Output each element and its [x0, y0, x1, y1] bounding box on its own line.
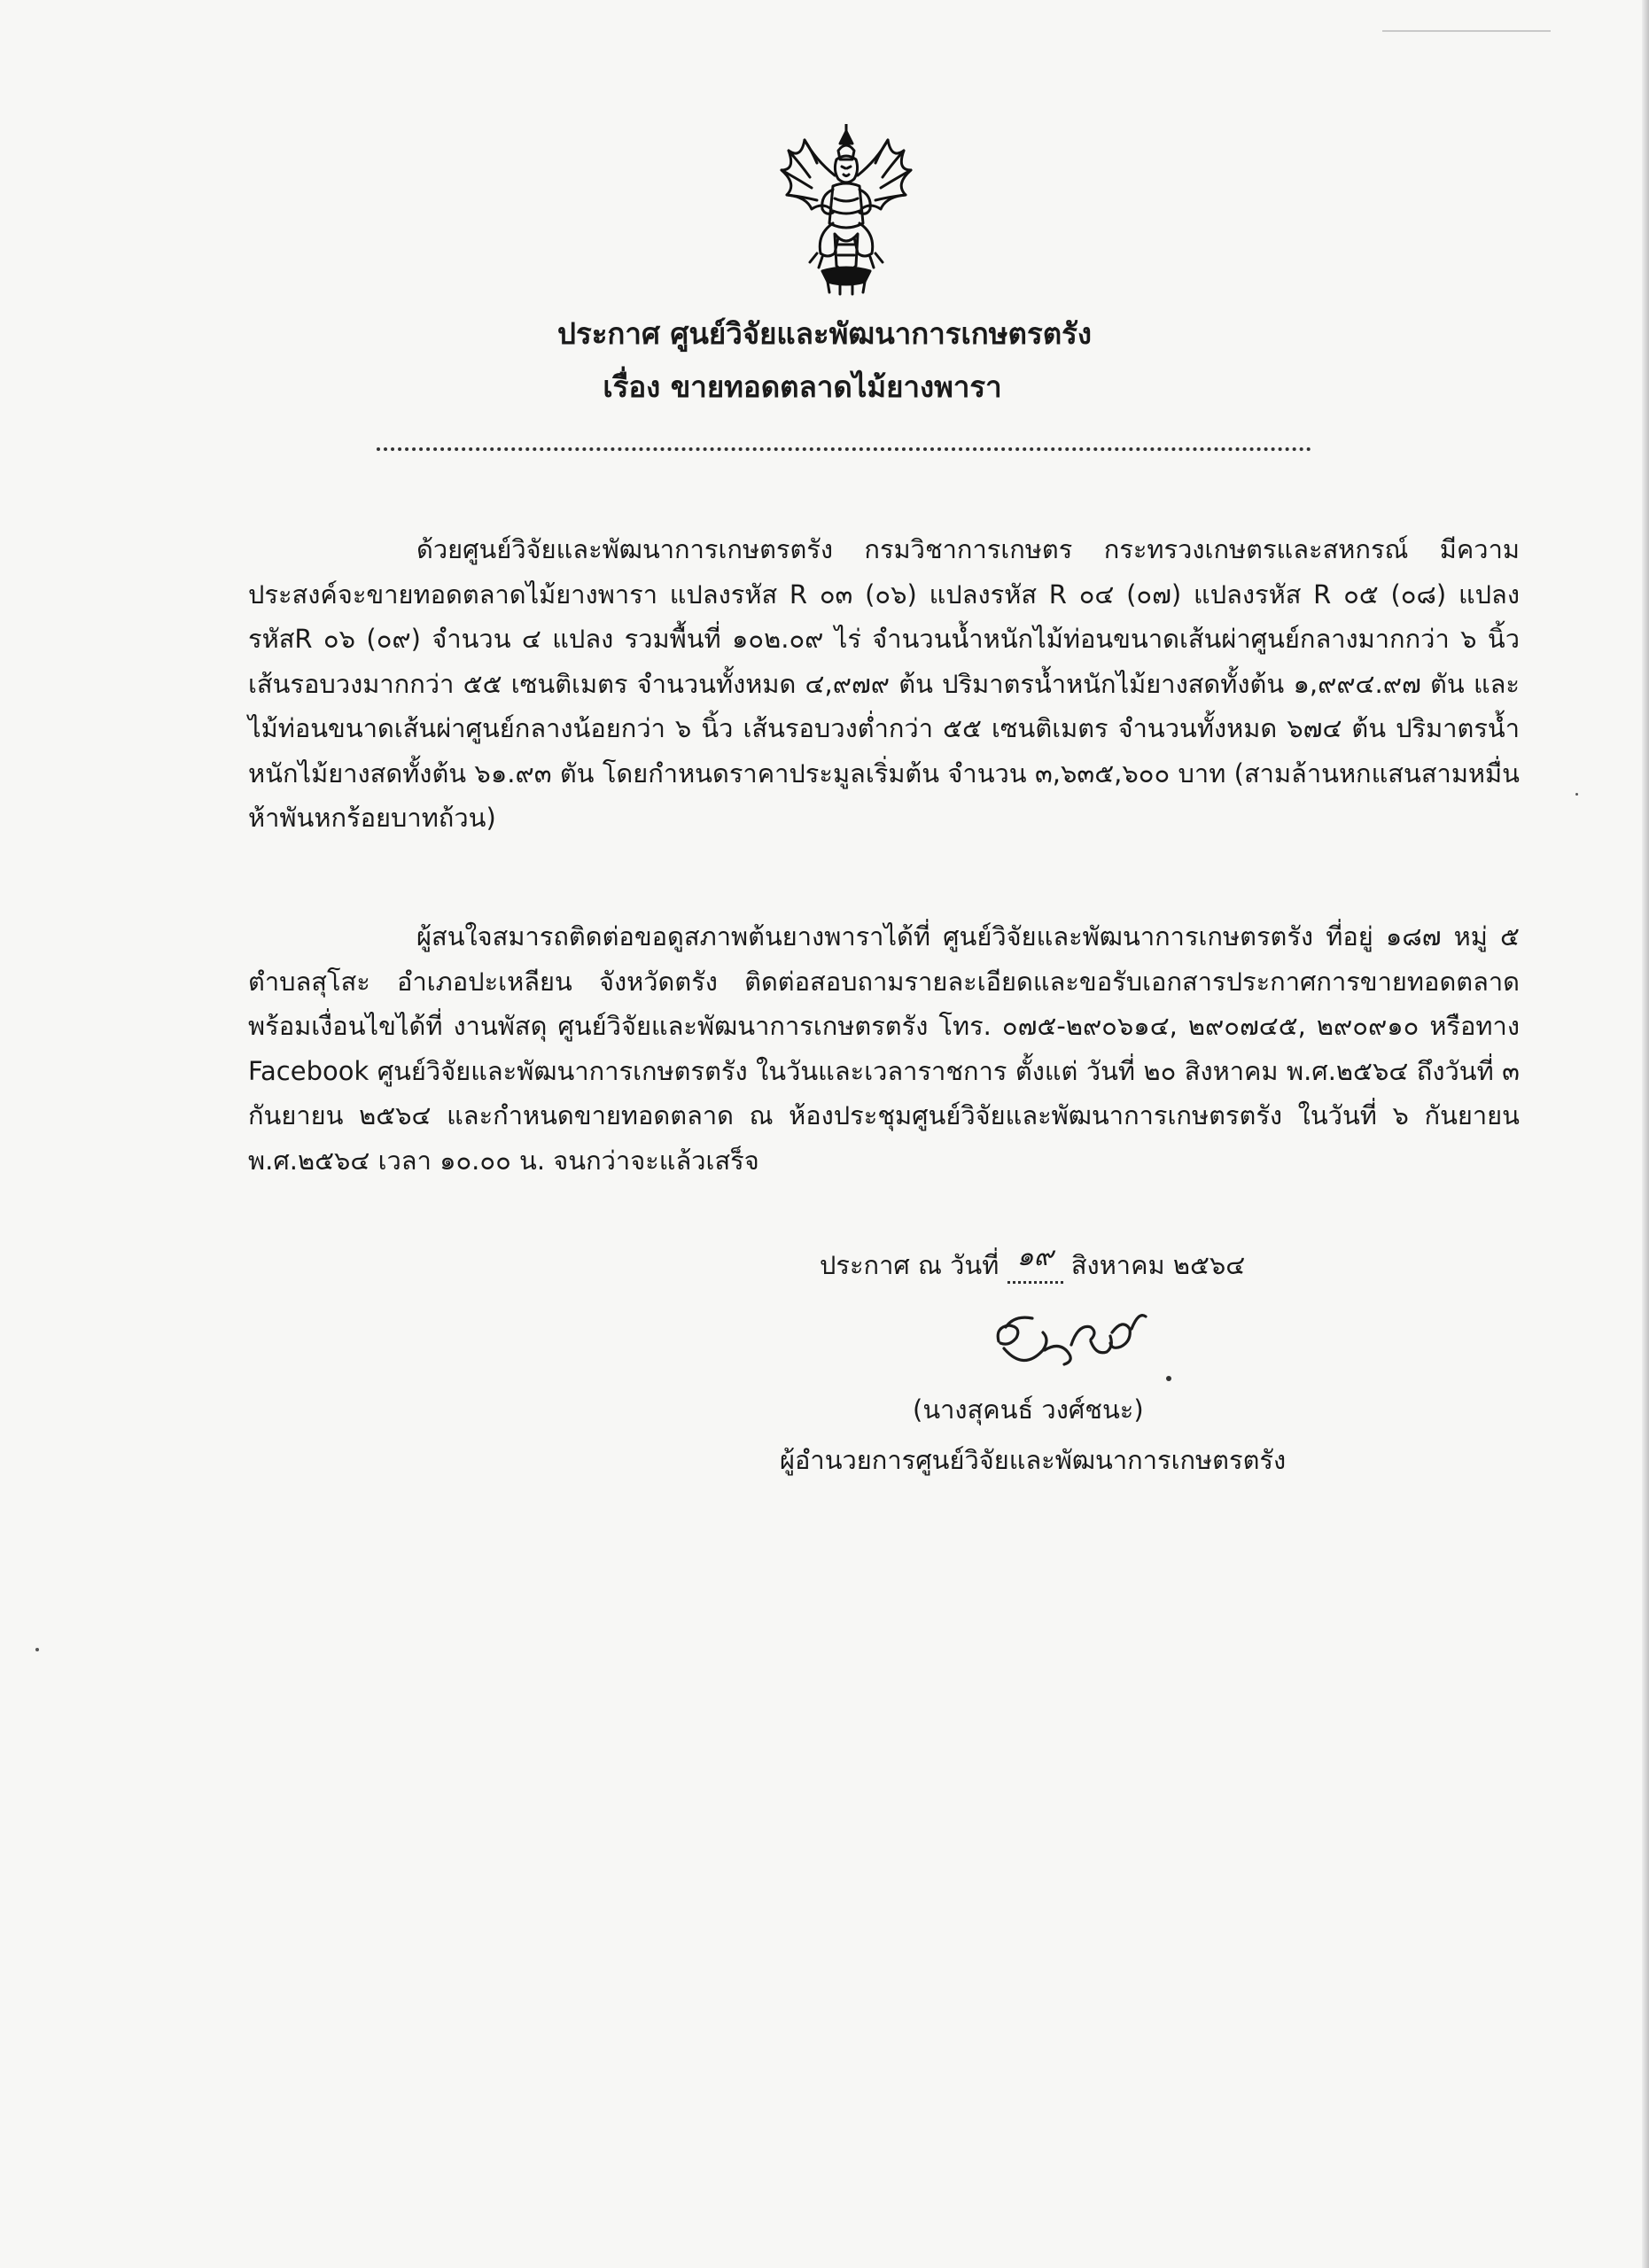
handwritten-signature-icon: [979, 1302, 1183, 1391]
announcement-date: [820, 1241, 1246, 1285]
date-day-field: [1007, 1241, 1063, 1284]
body-paragraph-2: ผู้สนใจสมารถติดต่อขอดูสภาพต้นยางพาราได้ที่ ศูนย์วิจัยและพัฒนาการเกษตรตรัง ที่อยู่ ๑๘๗ หมู่ ๕ ตำบลสุโสะ อำเภอปะเหลียน จังหวัดตรัง ติดต่อสอบถามรายละเอียดและขอรับเอกสารประกาศการขายทอดตลาดพร้อมเงื่อนไขได้ที่ งานพัสดุ ศูนย์วิจัยและพัฒนาการเกษตรตรัง โทร. ๐๗๕-๒๙๐๖๑๔, ๒๙๐๗๔๕, ๒๙๐๙๑๐ หรือทาง Facebook ศูนย์วิจัยและพัฒนาการเกษตรตรัง ในวันและเวลาราชการ ตั้งแต่ วันที่ ๒๐ สิงหาคม พ.ศ.๒๕๖๔ ถึงวันที่ ๓ กันยายน ๒๕๖๔ และกำหนดขายทอดตลาด ณ ห้องประชุมศูนย์วิจัยและพัฒนาการเกษตรตรัง ในวันที่ ๖ กันยายน พ.ศ.๒๕๖๔ เวลา ๑๐.๐๐ น. จนกว่าจะแล้วเสร็จ: [248, 921, 1520, 1176]
date-suffix: สิงหาคม ๒๕๖๔: [1070, 1250, 1246, 1280]
document-title: ประกาศ ศูนย์วิจัยและพัฒนาการเกษตรตรัง: [557, 316, 1092, 351]
date-prefix: ประกาศ ณ วันที่: [820, 1250, 1000, 1280]
document-subject: เรื่อง ขายทอดตลาดไม้ยางพารา: [603, 369, 1002, 404]
scan-speck: [1575, 793, 1578, 796]
scan-edge-line: [1382, 30, 1551, 32]
date-day-handwritten: ๑๙: [1016, 1241, 1054, 1272]
dotted-divider: [377, 447, 1311, 451]
scan-speck: [35, 1648, 39, 1651]
signer-title: ผู้อำนวยการศูนย์วิจัยและพัฒนาการเกษตรตรัง: [780, 1445, 1287, 1475]
garuda-emblem-icon: [771, 124, 922, 297]
body-paragraph-1: ด้วยศูนย์วิจัยและพัฒนาการเกษตรตรัง กรมวิชาการเกษตร กระทรวงเกษตรและสหกรณ์ มีความประสงค์จะขายทอดตลาดไม้ยางพารา แปลงรหัส R ๐๓ (๐๖) แปลงรหัส R ๐๔ (๐๗) แปลงรหัส R ๐๕ (๐๘) แปลงรหัสR ๐๖ (๐๙) จำนวน ๔ แปลง รวมพื้นที่ ๑๐๒.๐๙ ไร่ จำนวนน้ำหนักไม้ท่อนขนาดเส้นผ่าศูนย์กลางมากกว่า ๖ นิ้ว เส้นรอบวงมากกว่า ๕๕ เซนติเมตร จำนวนทั้งหมด ๔,๙๗๙ ต้น ปริมาตรน้ำหนักไม้ยางสดทั้งต้น ๑,๙๙๔.๙๗ ตัน และไม้ท่อนขนาดเส้นผ่าศูนย์กลางน้อยกว่า ๖ นิ้ว เส้นรอบวงต่ำกว่า ๕๕ เซนติเมตร จำนวนทั้งหมด ๖๗๔ ต้น ปริมาตรน้ำหนักไม้ยางสดทั้งต้น ๖๑.๙๓ ตัน โดยกำหนดราคาประมูลเริ่มต้น จำนวน ๓,๖๓๕,๖๐๐ บาท (สามล้านหกแสนสามหมื่นห้าพันหกร้อยบาทถ้วน): [248, 534, 1520, 833]
signer-name: (นางสุคนธ์ วงศ์ชนะ): [913, 1394, 1144, 1425]
